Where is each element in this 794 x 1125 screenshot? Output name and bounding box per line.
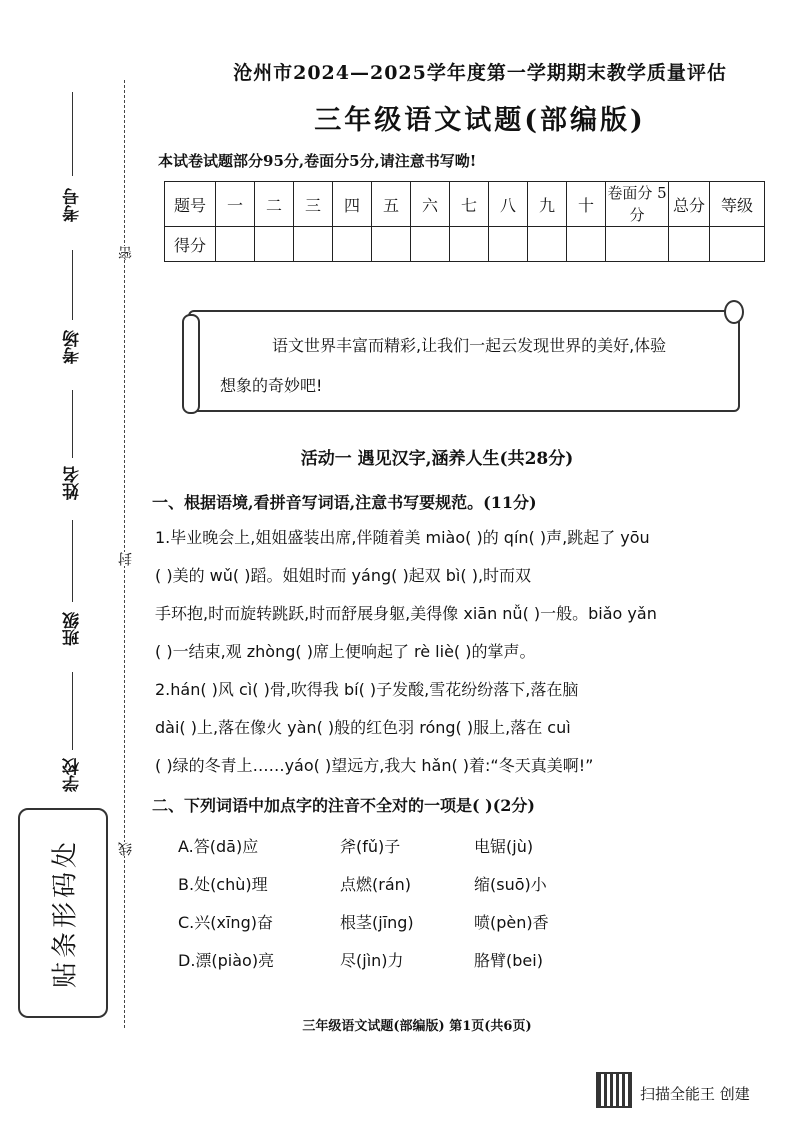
passage-line: 1.毕业晚会上,姐姐盛装出席,伴随着美 miào( )的 qín( )声,跳起了 yōu <box>155 528 650 547</box>
table-header-cell: 三 <box>294 182 333 227</box>
option-d-item-2: 尽(jìn)力 <box>340 951 404 970</box>
option-c[interactable]: C.兴(xīng)奋 <box>178 913 273 932</box>
exam-room-line <box>72 250 73 320</box>
score-cell[interactable] <box>372 227 411 262</box>
name-label: 姓名 <box>63 466 83 500</box>
scanner-watermark: 扫描全能王 创建 <box>640 1085 750 1103</box>
table-header-cell: 二 <box>255 182 294 227</box>
option-d-item-3: 胳臂(bei) <box>474 951 543 970</box>
school-line <box>72 672 73 750</box>
score-cell[interactable] <box>255 227 294 262</box>
activity-title: 活动一 遇见汉字,涵养人生(共28分) <box>300 449 574 469</box>
passage-line: 手环抱,时而旋转跳跃,时而舒展身躯,美得像 xiān nǚ( )一般。biǎo yǎn <box>155 604 657 623</box>
table-header-cell: 七 <box>450 182 489 227</box>
table-header-cell: 十 <box>567 182 606 227</box>
score-table <box>164 181 765 262</box>
table-row-label: 得分 <box>165 227 216 262</box>
qr-code-icon <box>596 1072 632 1108</box>
page-footer: 三年级语文试题(部编版) 第1页(共6页) <box>302 1019 532 1034</box>
passage-line: 2.hán( )风 cì( )骨,吹得我 bí( )子发酸,雪花纷纷落下,落在脑 <box>155 680 579 699</box>
seal-char-mi: 密 <box>118 246 134 260</box>
question-1-passage-2 <box>155 671 785 785</box>
table-header-cell: 四 <box>333 182 372 227</box>
score-cell[interactable] <box>528 227 567 262</box>
exam-note: 本试卷试题部分95分,卷面分5分,请注意书写呦! <box>158 152 477 170</box>
table-header-cell: 九 <box>528 182 567 227</box>
scroll-roll-left <box>182 314 200 414</box>
seal-char-feng: 封 <box>118 552 134 566</box>
score-table-header-row <box>165 182 765 227</box>
class-line <box>72 520 73 602</box>
option-b-item-3: 缩(suō)小 <box>474 875 547 894</box>
exam-number-line <box>72 92 73 176</box>
table-header-cell: 六 <box>411 182 450 227</box>
score-cell[interactable] <box>567 227 606 262</box>
table-header-cell: 五 <box>372 182 411 227</box>
option-a-item-2: 斧(fǔ)子 <box>340 837 401 856</box>
score-table-score-row <box>165 227 765 262</box>
score-cell[interactable] <box>450 227 489 262</box>
banner-line-2: 想象的奇妙吧! <box>220 376 323 395</box>
passage-line: dài( )上,落在像火 yàn( )般的红色羽 róng( )服上,落在 cuì <box>155 718 571 737</box>
table-header-cell: 题号 <box>165 182 216 227</box>
passage-line: ( )绿的冬青上……yáo( )望远方,我大 hǎn( )着:“冬天真美啊!” <box>155 756 594 775</box>
option-d[interactable]: D.漂(piào)亮 <box>178 951 275 970</box>
score-cell[interactable] <box>411 227 450 262</box>
question-1-passage-1 <box>155 519 785 671</box>
score-cell[interactable] <box>489 227 528 262</box>
passage-line: ( )一结束,观 zhòng( )席上便响起了 rè liè( )的掌声。 <box>155 642 536 661</box>
exam-title: 三年级语文试题(部编版) <box>314 105 646 136</box>
score-cell[interactable] <box>606 227 669 262</box>
scroll-roll-right <box>724 300 744 324</box>
score-cell[interactable] <box>333 227 372 262</box>
score-cell[interactable] <box>669 227 710 262</box>
barcode-label: 贴条形码处 <box>50 837 81 989</box>
class-label: 班级 <box>63 612 83 646</box>
seal-char-xian: 线 <box>118 842 134 856</box>
intro-banner-text <box>220 326 720 406</box>
question-2-title: 二、下列词语中加点字的注音不全对的一项是( )(2分) <box>152 796 535 815</box>
passage-line: ( )美的 wǔ( )蹈。姐姐时而 yáng( )起双 bì( ),时而双 <box>155 566 532 585</box>
school-label: 学校 <box>63 758 83 792</box>
barcode-area <box>18 808 108 1018</box>
table-header-cell: 八 <box>489 182 528 227</box>
score-cell[interactable] <box>294 227 333 262</box>
option-a-item-3: 电锯(jù) <box>474 837 534 856</box>
score-cell[interactable] <box>710 227 765 262</box>
question-1-title: 一、根据语境,看拼音写词语,注意书写要规范。(11分) <box>152 493 537 512</box>
exam-room-label: 考场 <box>63 330 83 364</box>
option-a[interactable]: A.答(dā)应 <box>178 837 259 856</box>
exam-org-line: 沧州市2024—2025学年度第一学期期末教学质量评估 <box>233 62 727 84</box>
option-c-item-2: 根茎(jīng) <box>340 913 414 932</box>
score-cell[interactable] <box>216 227 255 262</box>
exam-number-label: 考号 <box>63 188 83 222</box>
table-header-cell: 卷面分 5分 <box>606 182 669 227</box>
table-header-cell: 等级 <box>710 182 765 227</box>
option-b[interactable]: B.处(chù)理 <box>178 875 268 894</box>
option-c-item-3: 喷(pèn)香 <box>474 913 549 932</box>
table-header-cell: 总分 <box>669 182 710 227</box>
table-header-cell: 一 <box>216 182 255 227</box>
banner-line-1: 语文世界丰富而精彩,让我们一起云发现世界的美好,体验 <box>272 336 667 355</box>
option-b-item-2: 点燃(rán) <box>340 875 412 894</box>
